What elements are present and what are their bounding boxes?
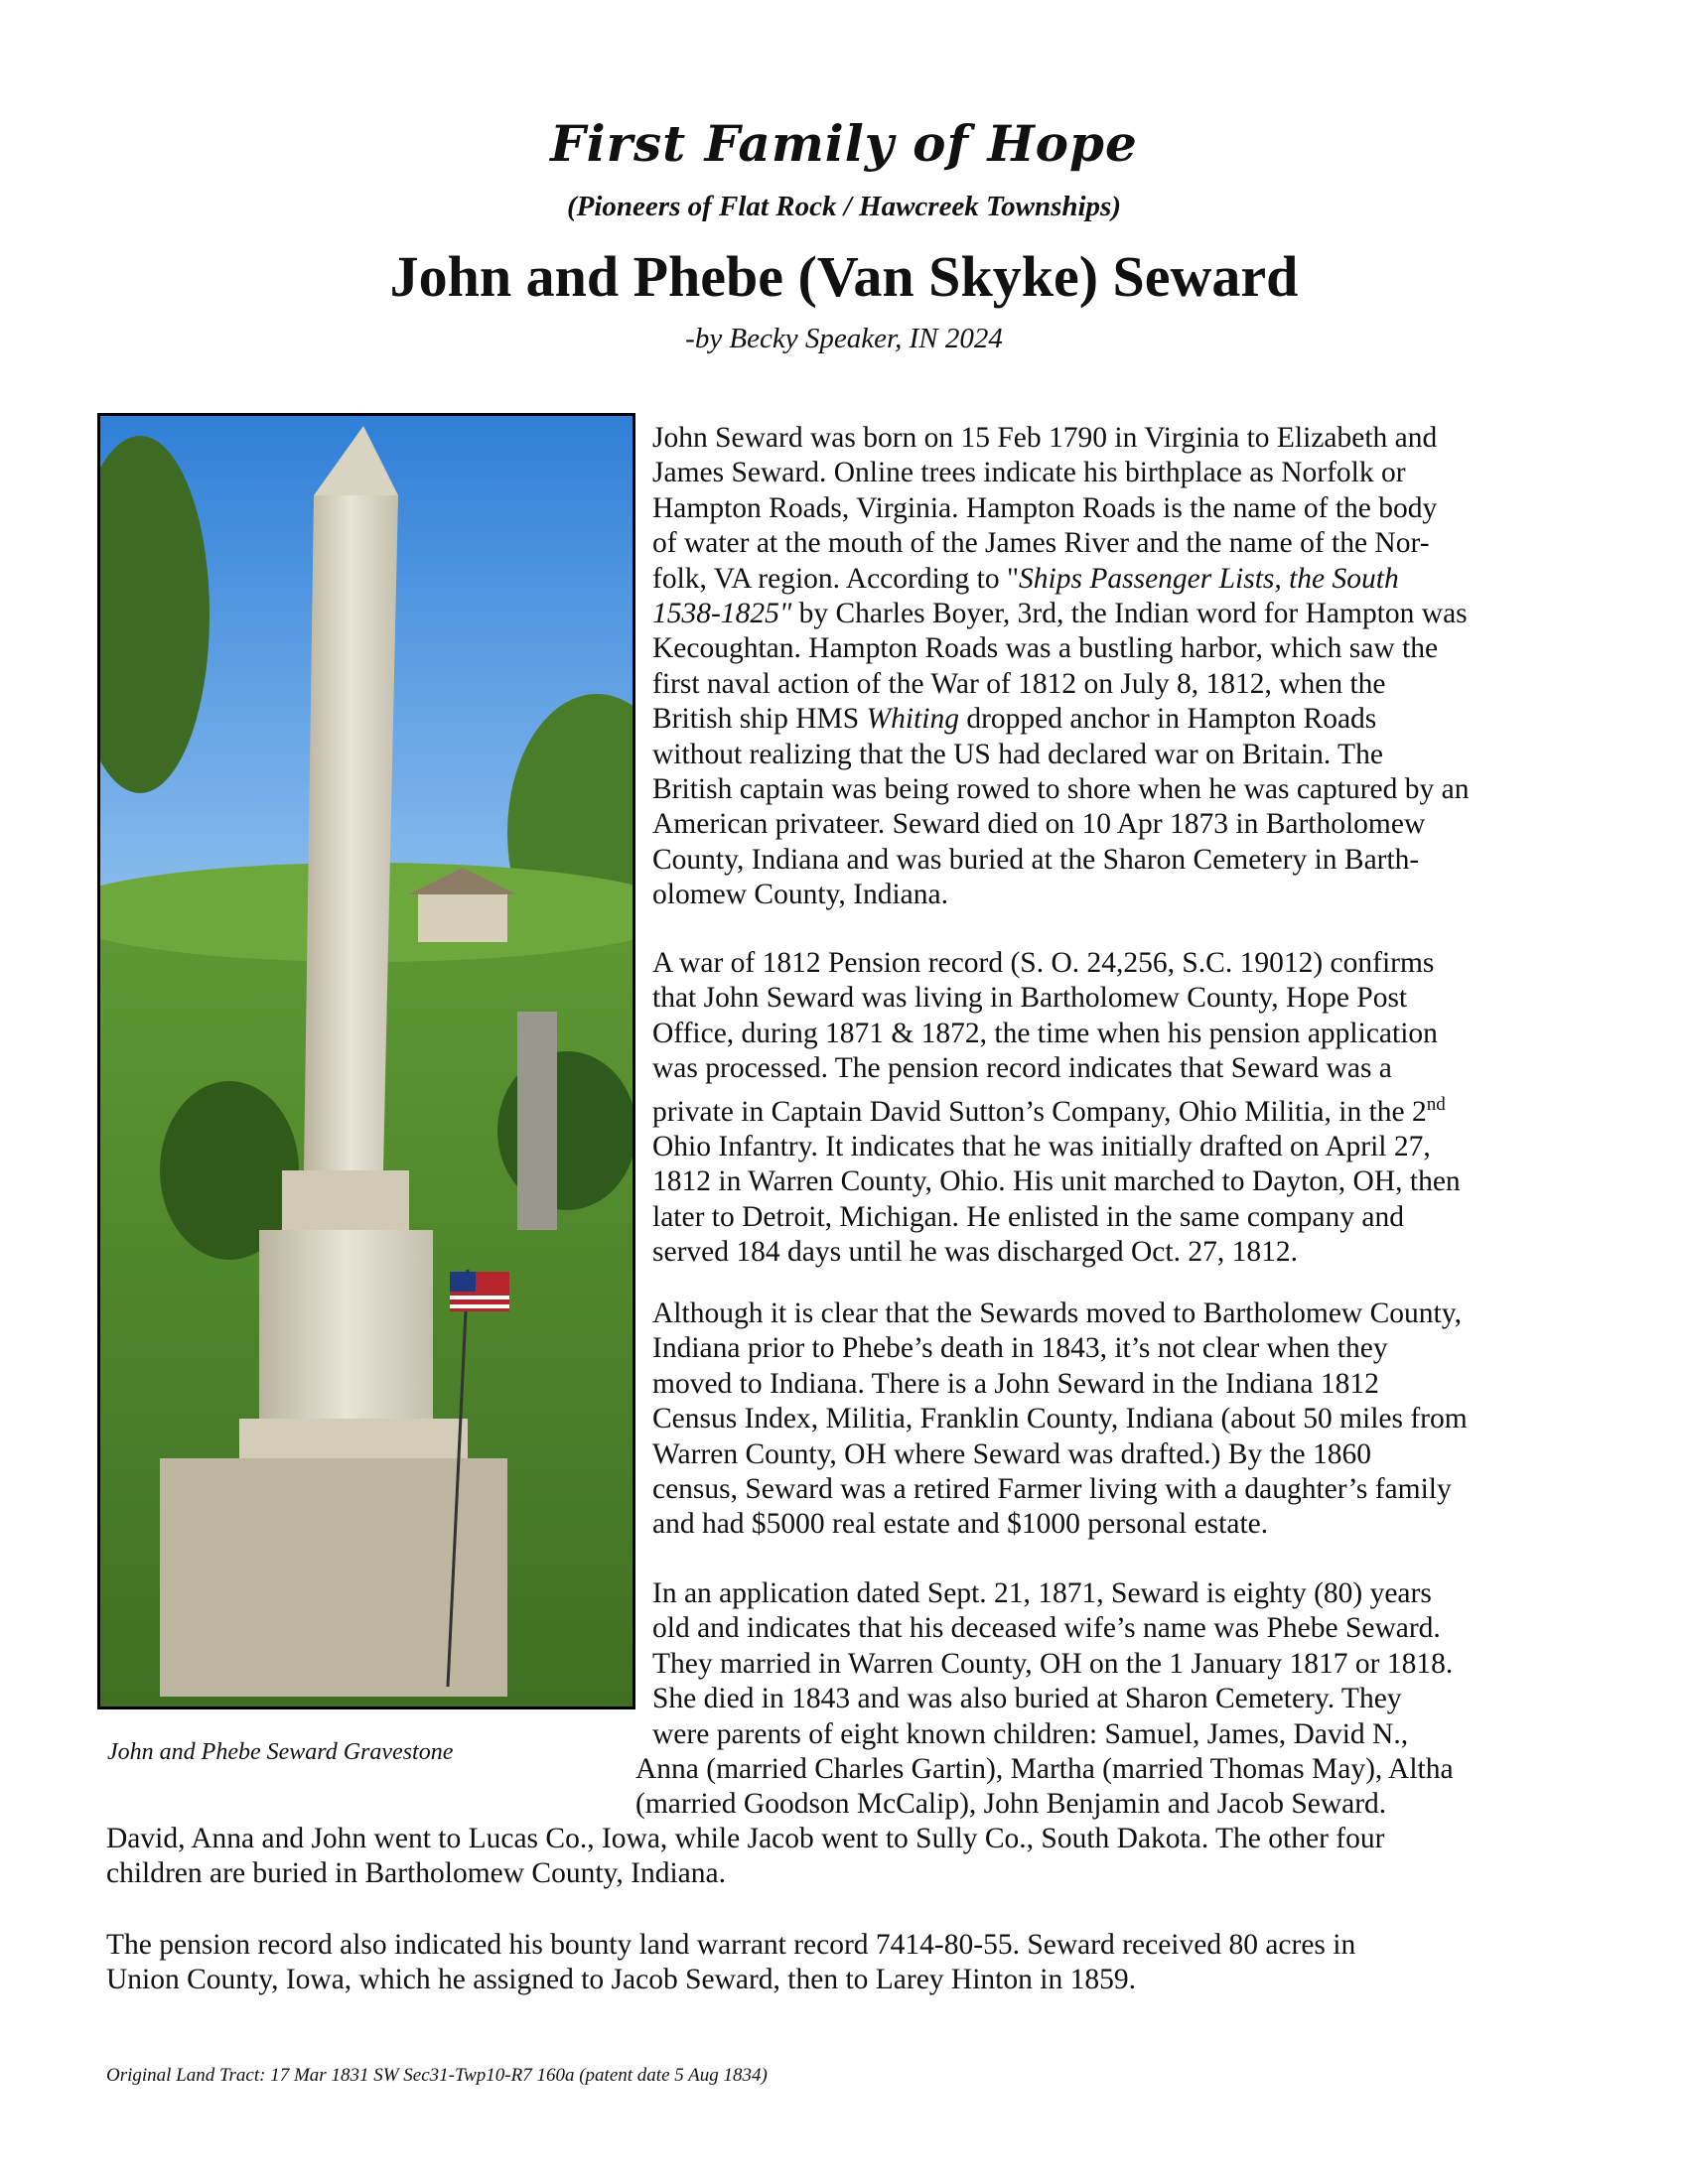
- text-line: In an application dated Sept. 21, 1871, Seward is eighty (80) years: [652, 1577, 1432, 1609]
- text-line: Census Index, Militia, Franklin County, Indiana (about 50 miles from: [652, 1403, 1468, 1435]
- text-line: The pension record also indicated his bounty land warrant record 7414-80-55. Seward received 80 acres in: [106, 1929, 1356, 1961]
- book-title: 1538-1825": [652, 598, 792, 630]
- text-line: British captain was being rowed to shore when he was captured by an: [652, 773, 1470, 806]
- ship-name: Whiting: [866, 703, 959, 736]
- text-line: David, Anna and John went to Lucas Co., Iowa, while Jacob went to Sully Co., South Dakota. The other four: [106, 1823, 1385, 1854]
- text-line: census, Seward was a retired Farmer living with a daughter’s family: [652, 1473, 1452, 1506]
- paragraph-4-continued: [635, 1752, 1454, 1823]
- text-segment: dropped anchor in Hampton Roads: [958, 703, 1377, 736]
- text-segment: private in Captain David Sutton’s Company, Ohio Militia, in the 2: [652, 1095, 1427, 1128]
- text-line: [652, 1087, 1461, 1130]
- text-line: Hampton Roads, Virginia. Hampton Roads is the name of the body: [652, 491, 1438, 524]
- text-line: [652, 562, 1470, 597]
- text-line: Warren County, OH where Seward was drafted.) By the 1860: [652, 1437, 1371, 1470]
- book-title: Ships Passenger Lists, the South: [1019, 562, 1399, 595]
- photo-caption: John and Phebe Seward Gravestone: [107, 1739, 454, 1765]
- text-line: Although it is clear that the Sewards moved to Bartholomew County,: [652, 1297, 1462, 1329]
- text-line: Kecoughtan. Hampton Roads was a bustling harbor, which saw the: [652, 632, 1439, 665]
- text-line: American privateer. Seward died on 10 Apr 1873 in Bartholomew: [652, 808, 1426, 841]
- text-line: [652, 597, 1470, 631]
- text-line: James Seward. Online trees indicate his birthplace as Norfolk or: [652, 457, 1406, 489]
- text-line: [652, 702, 1470, 737]
- text-line: of water at the mouth of the James River and the name of the Nor-: [652, 527, 1430, 560]
- land-tract-footer: Original Land Tract: 17 Mar 1831 SW Sec31-Twp10-R7 160a (patent date 5 Aug 1834): [106, 2065, 768, 2086]
- text-line: Anna (married Charles Gartin), Martha (married Thomas May), Altha: [635, 1753, 1454, 1785]
- paragraph-3: [652, 1297, 1468, 1543]
- text-line: County, Indiana and was buried at the Sharon Cemetery in Barth-: [652, 843, 1420, 876]
- text-line: (married Goodson McCalip), John Benjamin and Jacob Seward.: [635, 1788, 1387, 1821]
- text-line: Union County, Iowa, which he assigned to Jacob Seward, then to Larey Hinton in 1859.: [106, 1964, 1136, 1996]
- paragraph-2: [652, 946, 1461, 1270]
- text-segment: folk, VA region. According to ": [652, 562, 1020, 595]
- subtitle: (Pioneers of Flat Rock / Hawcreek Townships): [567, 191, 1121, 222]
- text-line: 1812 in Warren County, Ohio. His unit marched to Dayton, OH, then: [652, 1165, 1461, 1198]
- superscript: nd: [1426, 1093, 1446, 1115]
- gravestone-photo: [97, 413, 635, 1709]
- text-line: without realizing that the US had declared war on Britain. The: [652, 738, 1383, 770]
- text-line: moved to Indiana. There is a John Seward in the Indiana 1812: [652, 1367, 1379, 1400]
- page-title: John and Phebe (Van Skyke) Seward: [389, 244, 1299, 309]
- paragraph-1: [652, 421, 1470, 913]
- text-line: Indiana prior to Phebe’s death in 1843, it’s not clear when they: [652, 1332, 1388, 1365]
- text-line: They married in Warren County, OH on the 1 January 1817 or 1818.: [652, 1647, 1454, 1680]
- text-line: first naval action of the War of 1812 on July 8, 1812, when the: [652, 667, 1386, 700]
- text-line: later to Detroit, Michigan. He enlisted in the same company and: [652, 1200, 1404, 1233]
- text-line: She died in 1843 and was also buried at Sharon Cemetery. They: [652, 1683, 1402, 1715]
- text-line: A war of 1812 Pension record (S. O. 24,256, S.C. 19012) confirms: [652, 947, 1435, 979]
- text-segment: by Charles Boyer, 3rd, the Indian word for Hampton was: [791, 598, 1468, 630]
- text-line: that John Seward was living in Bartholomew County, Hope Post: [652, 982, 1408, 1015]
- text-line: children are buried in Bartholomew County, Indiana.: [106, 1857, 726, 1890]
- text-segment: British ship HMS: [652, 703, 867, 736]
- text-line: served 184 days until he was discharged Oct. 27, 1812.: [652, 1236, 1298, 1269]
- text-line: were parents of eight known children: Samuel, James, David N.,: [652, 1717, 1409, 1750]
- paragraph-4-full-width: [106, 1822, 1384, 1892]
- text-line: was processed. The pension record indicates that Seward was a: [652, 1052, 1392, 1085]
- text-line: Ohio Infantry. It indicates that he was initially drafted on April 27,: [652, 1130, 1431, 1162]
- paragraph-4: [652, 1576, 1453, 1752]
- byline: -by Becky Speaker, IN 2024: [685, 323, 1003, 354]
- text-line: old and indicates that his deceased wife’s name was Phebe Seward.: [652, 1612, 1441, 1645]
- text-line: olomew County, Indiana.: [652, 879, 948, 911]
- paragraph-5: [106, 1928, 1355, 1998]
- text-line: John Seward was born on 15 Feb 1790 in Virginia to Elizabeth and: [652, 422, 1438, 454]
- series-title: First Family of Hope: [550, 114, 1138, 173]
- text-line: and had $5000 real estate and $1000 personal estate.: [652, 1508, 1269, 1541]
- text-line: Office, during 1871 & 1872, the time when his pension application: [652, 1017, 1438, 1049]
